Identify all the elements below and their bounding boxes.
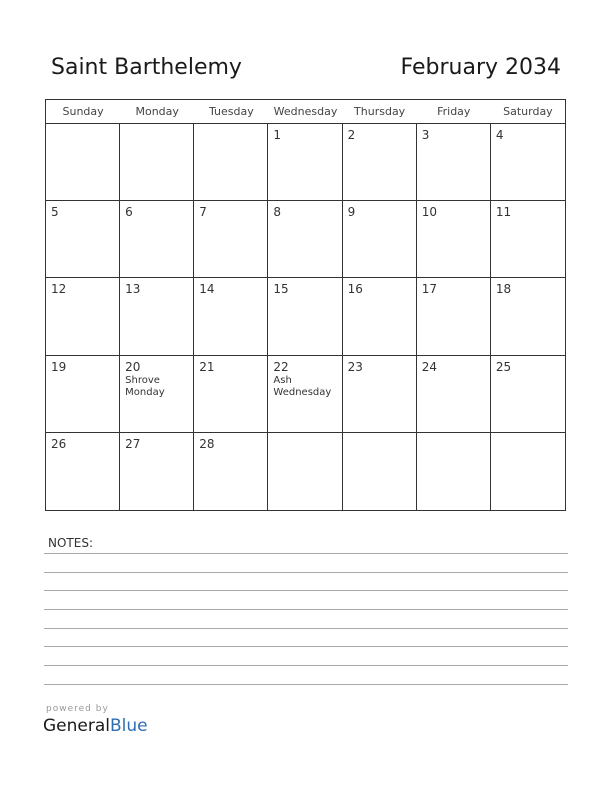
day-cell-8 — [268, 201, 342, 278]
day-number: 23 — [347, 359, 363, 374]
calendar-country-title: Saint Barthelemy — [51, 55, 242, 80]
powered-by-text: powered by — [46, 704, 109, 714]
day-cell-11 — [491, 201, 565, 278]
weekday-header-friday: Friday — [417, 100, 491, 124]
day-number: 12 — [51, 282, 67, 297]
empty-day-cell — [491, 433, 565, 510]
note-line — [44, 609, 568, 610]
day-number: 13 — [125, 282, 141, 297]
day-number: 21 — [199, 359, 215, 374]
notes-label: NOTES: — [48, 536, 93, 550]
weekday-header-tuesday: Tuesday — [194, 100, 268, 124]
day-cell-27 — [120, 433, 194, 510]
note-line — [44, 628, 568, 629]
day-cell-21 — [194, 356, 268, 433]
empty-day-cell — [194, 124, 268, 201]
day-number: 4 — [495, 128, 504, 142]
day-cell-10 — [417, 201, 491, 278]
empty-day-cell — [268, 433, 342, 510]
day-number: 14 — [199, 282, 215, 297]
day-cell-23 — [343, 356, 417, 433]
note-line — [44, 553, 568, 554]
day-cell-18 — [491, 278, 565, 355]
weekday-header-saturday: Saturday — [491, 100, 565, 124]
day-cell-19 — [46, 356, 120, 433]
weekday-header-thursday: Thursday — [343, 100, 417, 124]
brand-blue: Blue — [110, 716, 148, 736]
weekday-header-sunday: Sunday — [46, 100, 120, 124]
day-cell-7 — [194, 201, 268, 278]
note-line — [44, 572, 568, 573]
day-number: 20 — [125, 359, 141, 374]
day-number: 19 — [51, 359, 67, 374]
day-cell-9 — [343, 201, 417, 278]
day-number: 11 — [495, 205, 512, 220]
empty-day-cell — [417, 433, 491, 510]
day-cell-26 — [46, 433, 120, 510]
day-number: 10 — [421, 205, 437, 220]
empty-day-cell — [46, 124, 120, 201]
day-number: 2 — [347, 128, 356, 142]
day-number: 15 — [273, 282, 289, 297]
generalblue-logo[interactable] — [43, 716, 148, 736]
day-number: 27 — [125, 436, 141, 451]
weekday-header-monday: Monday — [120, 100, 194, 124]
day-number: 5 — [51, 205, 59, 220]
day-number: 16 — [347, 282, 363, 297]
brand-general: General — [43, 716, 110, 736]
day-cell-15 — [268, 278, 342, 355]
day-number: 7 — [199, 205, 207, 220]
day-cell-22 — [268, 356, 342, 433]
day-number: 1 — [273, 128, 282, 142]
day-number: 22 — [273, 359, 289, 374]
weekday-header-wednesday: Wednesday — [268, 100, 342, 124]
day-number: 24 — [421, 359, 437, 374]
day-cell-13 — [120, 278, 194, 355]
day-number: 28 — [199, 436, 215, 451]
empty-day-cell — [120, 124, 194, 201]
day-number: 9 — [347, 205, 356, 220]
day-cell-4 — [491, 124, 565, 201]
day-cell-12 — [46, 278, 120, 355]
calendar-month-title: February 2034 — [400, 55, 561, 80]
day-cell-17 — [417, 278, 491, 355]
holiday-event: Shrove Monday — [125, 374, 165, 398]
day-cell-2 — [343, 124, 417, 201]
day-cell-28 — [194, 433, 268, 510]
day-cell-1 — [268, 124, 342, 201]
day-cell-16 — [343, 278, 417, 355]
note-line — [44, 665, 568, 666]
note-line — [44, 590, 568, 591]
day-number: 8 — [273, 205, 282, 220]
day-cell-25 — [491, 356, 565, 433]
day-number: 6 — [125, 205, 133, 220]
day-cell-24 — [417, 356, 491, 433]
day-number: 26 — [51, 436, 67, 451]
day-number: 3 — [421, 128, 430, 142]
day-number: 25 — [495, 359, 512, 374]
note-line — [44, 646, 568, 647]
day-cell-5 — [46, 201, 120, 278]
empty-day-cell — [343, 433, 417, 510]
day-number: 17 — [421, 282, 437, 297]
day-number: 18 — [495, 282, 512, 297]
day-cell-6 — [120, 201, 194, 278]
calendar-grid — [45, 99, 566, 511]
day-cell-14 — [194, 278, 268, 355]
day-cell-3 — [417, 124, 491, 201]
holiday-event: Ash Wednesday — [273, 374, 332, 398]
day-cell-20 — [120, 356, 194, 433]
note-line — [44, 684, 568, 685]
